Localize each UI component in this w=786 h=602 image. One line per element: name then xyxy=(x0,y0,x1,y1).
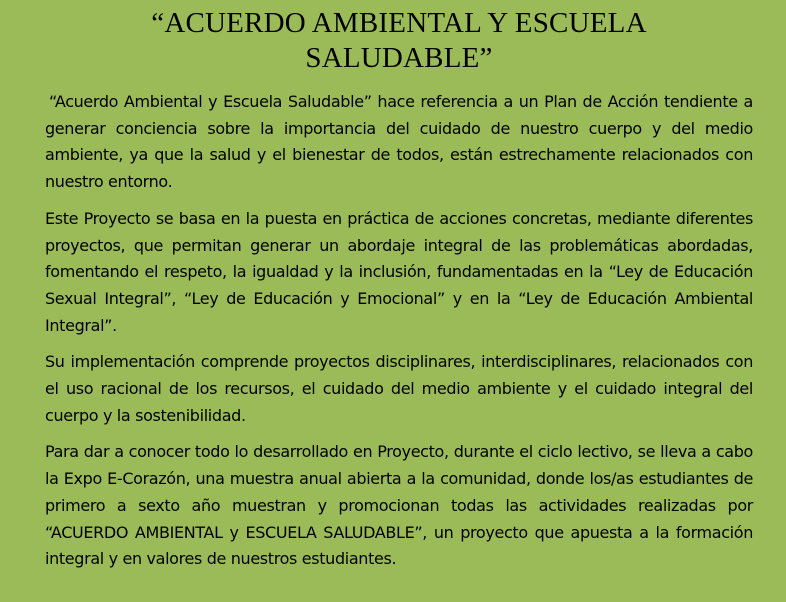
paragraph-expo: Para dar a conocer todo lo desarrollado en Proyecto, durante el ciclo lectivo, se lleva a cabo la Expo E-Corazón, una muestra anual abierta a la comunidad, donde los/as estudiantes de primero a sexto año muestran y promocionan todas las actividades realizadas por “ACUERDO AMBIENTAL y ESCUELA SALUDABLE”, un proyecto que apuesta a la formación integral y en valores de nuestros estudiantes. xyxy=(45,442,753,569)
page-title xyxy=(45,6,753,76)
paragraph-project-basis: Este Proyecto se basa en la puesta en práctica de acciones concretas, mediante diferentes proyectos, que permitan generar un abordaje integral de las problemáticas abordadas, fomentando el respeto, la igualdad y la inclusión, fundamentadas en la “Ley de Educación Sexual Integral”, “Ley de Educación y Emocional” y en la “Ley de Educación Ambiental Integral”. xyxy=(45,208,753,335)
paragraph-implementation: Su implementación comprende proyectos disciplinares, interdisciplinares, relacionados con el uso racional de los recursos, el cuidado del medio ambiente y el cuidado integral del cuerpo y la sostenibilidad. xyxy=(45,352,753,425)
paragraph-intro: “Acuerdo Ambiental y Escuela Saludable” hace referencia a un Plan de Acción tendiente a generar conciencia sobre la importancia del cuidado de nuestro cuerpo y del medio ambiente, ya que la salud y el bienestar de todos, están estrechamente relacionados con nuestro entorno. xyxy=(45,92,753,192)
title-line-1: “ACUERDO AMBIENTAL Y ESCUELA xyxy=(151,7,647,39)
title-line-2: SALUDABLE” xyxy=(305,42,493,74)
